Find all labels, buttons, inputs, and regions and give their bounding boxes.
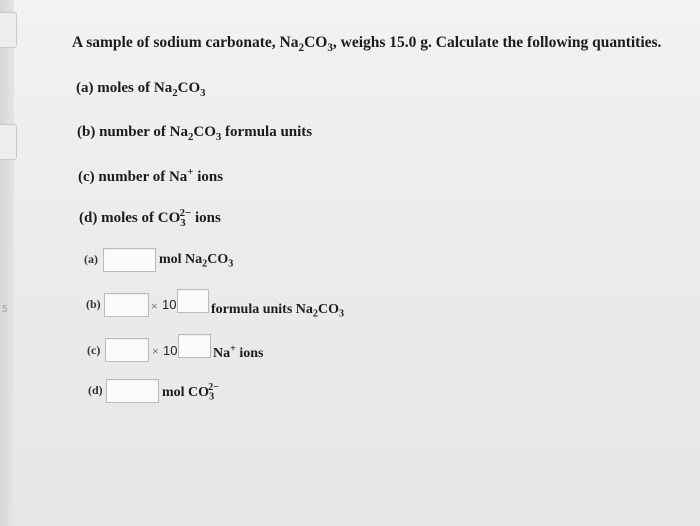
- times-sign: ×: [152, 344, 159, 358]
- answer-label-a: (a): [84, 252, 98, 266]
- answer-label-d: (d): [88, 383, 103, 397]
- answer-input-b-coefficient[interactable]: [104, 293, 149, 317]
- power-base: 10: [163, 343, 178, 358]
- answer-label-b: (b): [86, 297, 101, 311]
- answer-input-c-exponent[interactable]: [178, 334, 211, 358]
- question-part-d: (d) moles of $CO_3^{2-}$ ions: [79, 207, 221, 229]
- power-base: 10: [162, 297, 177, 312]
- answer-input-b-exponent[interactable]: [177, 289, 209, 313]
- answer-unit-d: mol $CO_3^{2-}$: [162, 382, 219, 403]
- margin-tab: [0, 124, 17, 160]
- question-part-c: (c) number of Na+ ions: [78, 166, 224, 185]
- question-part-a: (a) moles of $Na_2CO_3$: [76, 80, 206, 99]
- margin-mark: 5: [2, 304, 8, 315]
- answer-label-c: (c): [87, 343, 101, 357]
- question-part-b: (b) number of $Na_2CO_3$ formula units: [77, 124, 313, 143]
- answer-input-d[interactable]: [106, 379, 159, 403]
- times-sign: ×: [151, 299, 158, 313]
- answer-unit-c: Na+ ions: [213, 343, 264, 361]
- answer-unit-a: mol $Na_2CO_3$: [159, 252, 234, 270]
- question-intro: A sample of sodium carbonate, $Na_2CO_3$, weighs 15.0 g. Calculate the following quantities.: [72, 34, 662, 54]
- answer-unit-b: formula units $Na_2CO_3$: [211, 302, 344, 320]
- answer-input-c-coefficient[interactable]: [105, 338, 149, 362]
- answer-input-a[interactable]: [103, 248, 156, 272]
- margin-tab: [0, 12, 17, 48]
- left-page-edge: [0, 0, 14, 526]
